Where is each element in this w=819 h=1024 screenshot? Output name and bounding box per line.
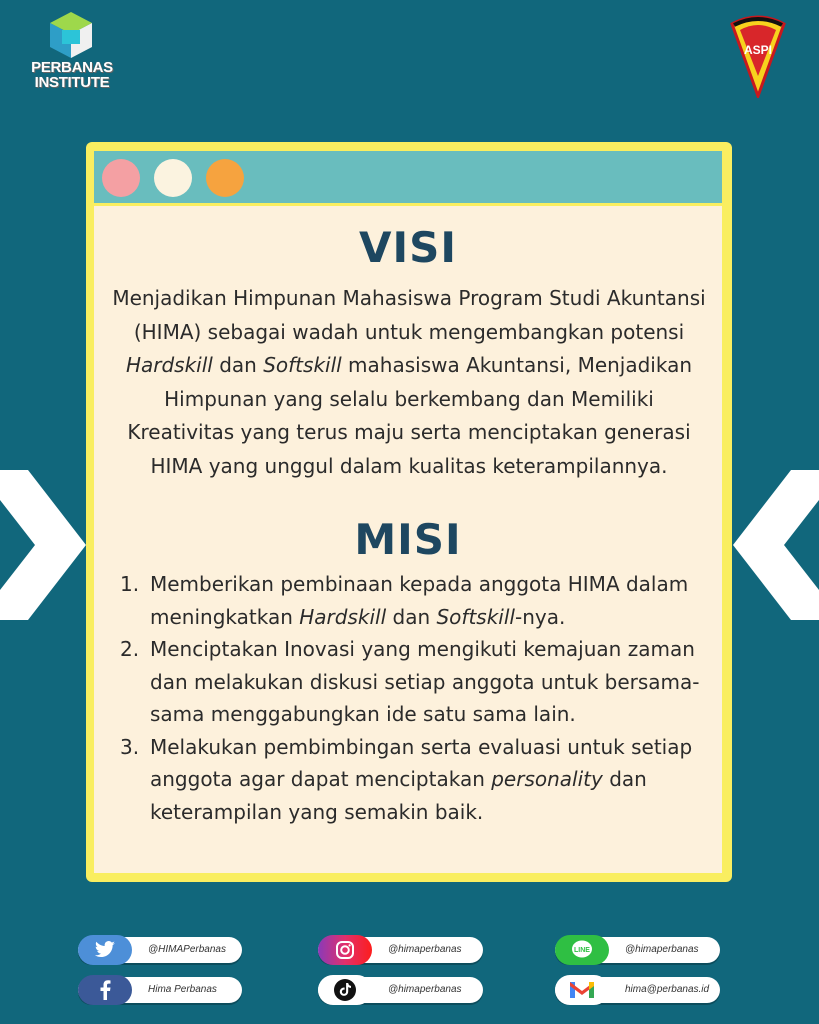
tiktok-handle: @himaperbanas xyxy=(388,984,462,995)
instagram-handle: @himaperbanas xyxy=(388,944,462,955)
social-facebook[interactable] xyxy=(78,977,242,1003)
misi-title: MISI xyxy=(354,515,462,564)
visi-text xyxy=(110,282,708,483)
visi-title: VISI xyxy=(358,223,457,272)
misi-item xyxy=(116,568,706,633)
vision-mission-card xyxy=(86,142,732,882)
social-tiktok[interactable] xyxy=(318,977,483,1003)
perbanas-logo xyxy=(24,10,120,100)
perbanas-cube-icon xyxy=(48,10,94,60)
misi-item-number: 3. xyxy=(120,734,140,759)
facebook-icon xyxy=(78,975,132,1005)
text-segment: dan xyxy=(386,604,437,629)
social-line[interactable] xyxy=(555,937,720,963)
social-twitter[interactable] xyxy=(78,937,242,963)
misi-item xyxy=(116,731,706,829)
text-segment: dan keterampilan yang semakin baik. xyxy=(150,767,647,824)
twitter-icon xyxy=(78,935,132,965)
brand-line-1: PERBANAS xyxy=(31,59,113,76)
emphasis-text: personality xyxy=(491,767,603,791)
emphasis-text: Hardskill xyxy=(299,604,387,629)
text-segment: Melakukan pembimbingan serta evaluasi untuk setiap anggota agar dapat menciptakan xyxy=(150,734,693,791)
text-segment: Menciptakan Inovasi yang mengikuti kemajuan zaman dan melakukan diskusi setiap anggota untuk bersama-sama menggabungkan ide satu sama lain. xyxy=(150,637,700,726)
emphasis-text: Softskill xyxy=(263,353,342,377)
text-segment: Menjadikan Himpunan Mahasiswa Program Studi Akuntansi (HIMA) sebagai wadah untuk mengembangkan potensi xyxy=(112,286,706,344)
window-dot-orange xyxy=(206,159,244,197)
window-titlebar xyxy=(94,151,722,203)
tiktok-icon xyxy=(318,975,372,1005)
misi-item xyxy=(116,633,706,731)
svg-text:LINE: LINE xyxy=(574,947,590,954)
window-dot-red xyxy=(102,159,140,197)
emphasis-text: Softskill xyxy=(436,604,515,629)
twitter-handle: @HIMAPerbanas xyxy=(148,944,226,955)
chevron-left-decoration-icon xyxy=(729,470,819,620)
gmail-icon xyxy=(555,975,609,1005)
facebook-handle: Hima Perbanas xyxy=(148,984,217,995)
chevron-right-decoration-icon xyxy=(0,470,90,620)
aspi-label: ASPI xyxy=(743,43,772,57)
emphasis-text: Hardskill xyxy=(125,353,213,377)
card-content xyxy=(94,206,722,873)
text-segment: Memberikan pembinaan kepada anggota HIMA dalam meningkatkan xyxy=(150,572,689,629)
instagram-icon xyxy=(318,935,372,965)
line-icon xyxy=(555,935,609,965)
line-handle: @himaperbanas xyxy=(625,944,699,955)
misi-list xyxy=(116,568,706,828)
text-segment: -nya. xyxy=(514,604,566,629)
window-dot-white xyxy=(154,159,192,197)
social-instagram[interactable] xyxy=(318,937,483,963)
misi-item-number: 2. xyxy=(120,637,140,661)
aspi-badge xyxy=(728,12,788,98)
misi-item-number: 1. xyxy=(120,572,140,596)
social-email[interactable] xyxy=(555,977,720,1003)
brand-line-2: INSTITUTE xyxy=(34,74,110,91)
text-segment: mahasiswa Akuntansi, Menjadikan Himpunan yang selalu berkembang dan Memiliki Kreativitas yang terus maju serta menciptakan generasi HIMA yang unggul dalam kualitas keterampilannya. xyxy=(127,353,693,478)
text-segment: dan xyxy=(212,353,264,377)
email-handle: hima@perbanas.id xyxy=(625,984,710,995)
